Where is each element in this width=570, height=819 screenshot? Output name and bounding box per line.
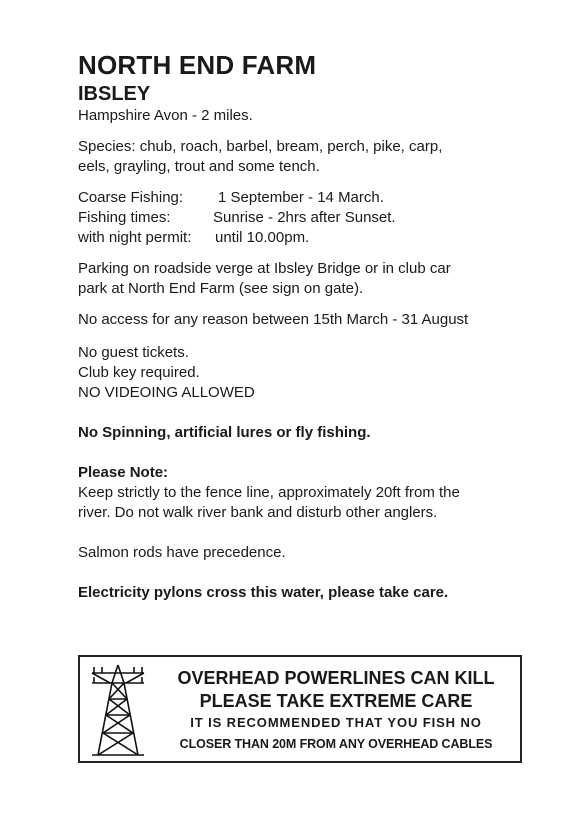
powerline-warning-box — [78, 655, 522, 763]
species-line: eels, grayling, trout and some tench. — [78, 158, 320, 175]
species-line: Species: chub, roach, barbel, bream, perch, pike, carp, — [78, 138, 443, 155]
rule-line: No guest tickets. — [78, 344, 189, 361]
season-value: until 10.00pm. — [215, 229, 310, 246]
warning-line: OVERHEAD POWERLINES CAN KILL — [177, 668, 495, 688]
note-heading: Please Note: — [78, 464, 169, 481]
note-line: Keep strictly to the fence line, approximately 20ft from the — [78, 484, 460, 501]
salmon-notice: Salmon rods have precedence. — [78, 544, 286, 561]
warning-line: CLOSER THAN 20M FROM ANY OVERHEAD CABLES — [179, 737, 493, 751]
access-notice: No access for any reason between 15th March - 31 August — [78, 311, 469, 328]
season-row — [78, 228, 538, 248]
pylon-icon — [88, 663, 148, 759]
rule-line: NO VIDEOING ALLOWED — [78, 384, 255, 401]
rule-line: Club key required. — [78, 364, 200, 381]
warning-line: IT IS RECOMMENDED THAT YOU FISH NO — [190, 715, 482, 730]
pylon-notice: Electricity pylons cross this water, please take care. — [78, 584, 449, 601]
season-row — [78, 208, 538, 228]
season-row — [78, 188, 538, 208]
parking-line: Parking on roadside verge at Ibsley Bridge or in club car — [78, 260, 451, 277]
season-value: Sunrise - 2hrs after Sunset. — [213, 209, 396, 226]
season-value: 1 September - 14 March. — [218, 189, 384, 206]
page-title: NORTH END FARM — [78, 50, 317, 80]
page-subtitle: IBSLEY — [78, 83, 151, 105]
season-label: Coarse Fishing: — [78, 189, 184, 206]
warning-line: PLEASE TAKE EXTREME CARE — [199, 691, 473, 711]
season-label: Fishing times: — [78, 209, 171, 226]
notice-sheet — [78, 50, 538, 603]
parking-line: park at North End Farm (see sign on gate). — [78, 280, 364, 297]
season-label: with night permit: — [78, 229, 192, 246]
no-spinning-notice: No Spinning, artificial lures or fly fishing. — [78, 424, 371, 441]
river-distance: Hampshire Avon - 2 miles. — [78, 107, 253, 124]
note-line: river. Do not walk river bank and disturb other anglers. — [78, 504, 438, 521]
